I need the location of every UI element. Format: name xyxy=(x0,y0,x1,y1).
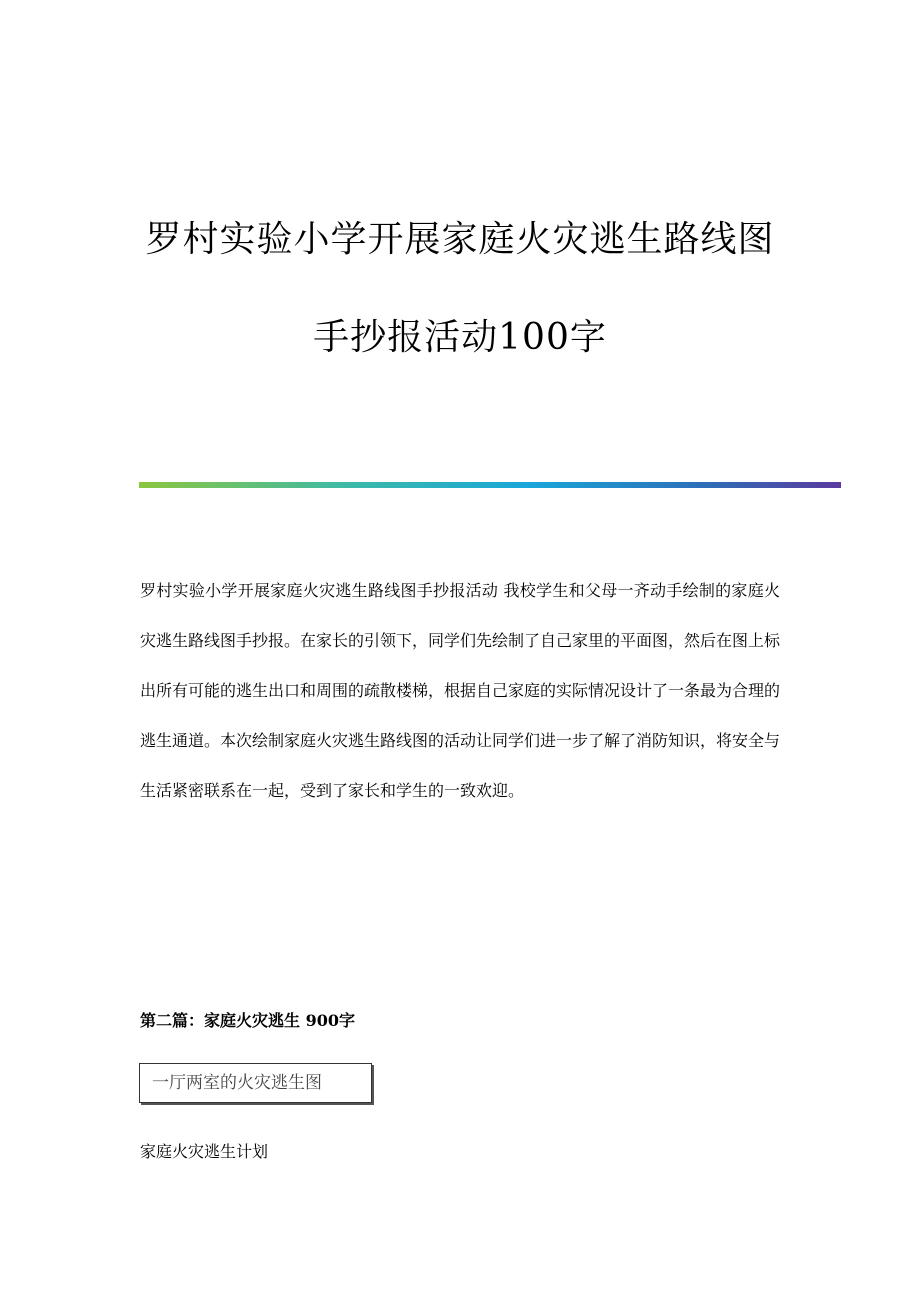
document-title-line-2: 手抄报活动100字 xyxy=(313,317,607,358)
image-caption: 一厅两室的火灾逃生图 xyxy=(152,1073,322,1093)
subheading: 家庭火灾逃生计划 xyxy=(140,1142,269,1161)
escape-map-image xyxy=(139,1063,372,1103)
section-heading: 第二篇：家庭火灾逃生 900字 xyxy=(140,1011,355,1030)
body-paragraph: 罗村实验小学开展家庭火灾逃生路线图手抄报活动 我校学生和父母一齐动手绘制的家庭火灾逃生路线图手抄报。在家长的引领下，同学们先绘制了自己家里的平面图，然后在图上标出所有可能的逃生出口和周围的疏散楼梯，根据自己家庭的实际情况设计了一条最为合理的逃生通道。本次绘制家庭火灾逃生路线图的活动让同学们进一步了解了消防知识，将安全与生活紧密联系在一起，受到了家长和学生的一致欢迎。 xyxy=(140,581,781,800)
gradient-divider xyxy=(139,482,841,488)
document-title-line-1: 罗村实验小学开展家庭火灾逃生路线图 xyxy=(145,219,775,260)
